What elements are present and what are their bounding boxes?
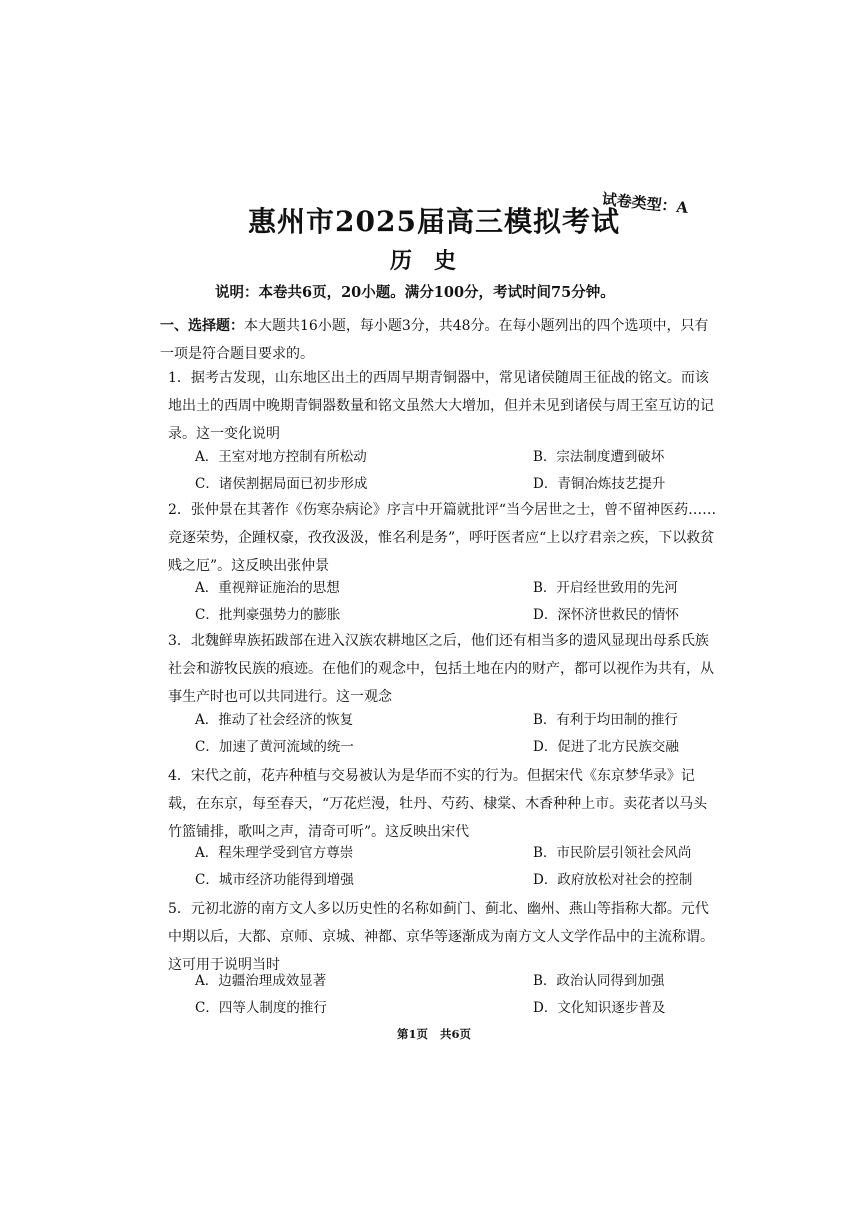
question-stem: 据考古发现，山东地区出土的西周早期青铜器中，常见诸侯随周王征战的铭文。而该地出土的西周中晚期青铜器数量和铭文虽然大大增加，但并未见到诸侯与周王室互访的记录。这一变化说明 — [168, 370, 714, 442]
page-total: 共6页 — [440, 1027, 472, 1041]
option-c: C．批判豪强势力的膨胀 — [195, 607, 341, 623]
question-1 — [168, 364, 720, 448]
option-b: B．政治认同得到加强 — [533, 973, 665, 989]
option-a: A．王室对地方控制有所松动 — [195, 449, 367, 465]
section-heading — [160, 312, 720, 368]
option-a: A．推动了社会经济的恢复 — [195, 712, 354, 728]
question-5-options — [195, 968, 715, 1022]
option-d: D．深怀济世救民的情怀 — [533, 607, 679, 623]
question-3 — [168, 627, 720, 711]
exam-instructions: 说明：本卷共6页，20小题。满分100分，考试时间75分钟。 — [215, 284, 615, 301]
question-number: 2． — [168, 502, 191, 518]
option-c: C．城市经济功能得到增强 — [195, 872, 354, 888]
question-number: 1． — [168, 370, 191, 386]
question-stem: 张仲景在其著作《伤寒杂病论》序言中开篇就批评“当今居世之士，曾不留神医药……竞逐荣势，企踵权豪，孜孜汲汲，惟名利是务”，呼吁医者应“上以疗君亲之疾，下以救贫贱之厄”。这反映出张仲景 — [168, 502, 717, 574]
question-stem: 元初北游的南方文人多以历史性的名称如蓟门、蓟北、幽州、燕山等指称大都。元代中期以后，大都、京师、京城、神都、京华等逐渐成为南方文人文学作品中的主流称谓。这可用于说明当时 — [168, 901, 714, 973]
question-number: 5． — [168, 901, 191, 917]
option-b: B．宗法制度遭到破坏 — [533, 449, 665, 465]
question-4 — [168, 762, 720, 846]
question-number: 4． — [168, 768, 191, 784]
option-c: C．诸侯割据局面已初步形成 — [195, 476, 368, 492]
option-d: D．促进了北方民族交融 — [533, 739, 679, 755]
question-stem: 宋代之前，花卉种植与交易被认为是华而不实的行为。但据宋代《东京梦华录》记载，在东京，每至春天，“万花烂漫，牡丹、芍药、棣棠、木香种种上市。卖花者以马头竹篮铺排，歌叫之声，清奇可听”。这反映出宋代 — [168, 768, 708, 840]
option-b: B．有利于均田制的推行 — [533, 712, 678, 728]
section-label: 一、选择题： — [160, 318, 244, 334]
page-footer — [0, 1026, 868, 1042]
section-text: 本大题共16小题，每小题3分，共48分。在每小题列出的四个选项中，只有一项是符合题目要求的。 — [160, 318, 709, 362]
option-a: A．程朱理学受到官方尊崇 — [195, 845, 354, 861]
question-2-options — [195, 575, 715, 629]
option-b: B．开启经世致用的先河 — [533, 580, 678, 596]
question-number: 3． — [168, 633, 191, 649]
option-a: A．重视辩证施治的思想 — [195, 580, 340, 596]
page-number: 第1页 — [396, 1027, 428, 1041]
question-4-options — [195, 840, 715, 894]
question-1-options — [195, 444, 715, 498]
option-a: A．边疆治理成效显著 — [195, 973, 327, 989]
question-5 — [168, 895, 720, 979]
question-2 — [168, 496, 720, 580]
exam-title: 惠州市2025届高三模拟考试 — [248, 205, 620, 238]
option-c: C．加速了黄河流域的统一 — [195, 739, 354, 755]
option-c: C．四等人制度的推行 — [195, 1000, 327, 1016]
option-d: D．政府放松对社会的控制 — [533, 872, 693, 888]
option-d: D．文化知识逐步普及 — [533, 1000, 666, 1016]
question-3-options — [195, 707, 715, 761]
option-b: B．市民阶层引领社会风尚 — [533, 845, 692, 861]
subject-title: 历史 — [389, 248, 478, 274]
paper-type-label: 试卷类型：A — [600, 189, 689, 217]
option-d: D．青铜冶炼技艺提升 — [533, 476, 666, 492]
question-stem: 北魏鲜卑族拓跋部在进入汉族农耕地区之后，他们还有相当多的遗风显现出母系氏族社会和游牧民族的痕迹。在他们的观念中，包括土地在内的财产，都可以视作为共有，从事生产时也可以共同进行。这一观念 — [168, 633, 714, 705]
